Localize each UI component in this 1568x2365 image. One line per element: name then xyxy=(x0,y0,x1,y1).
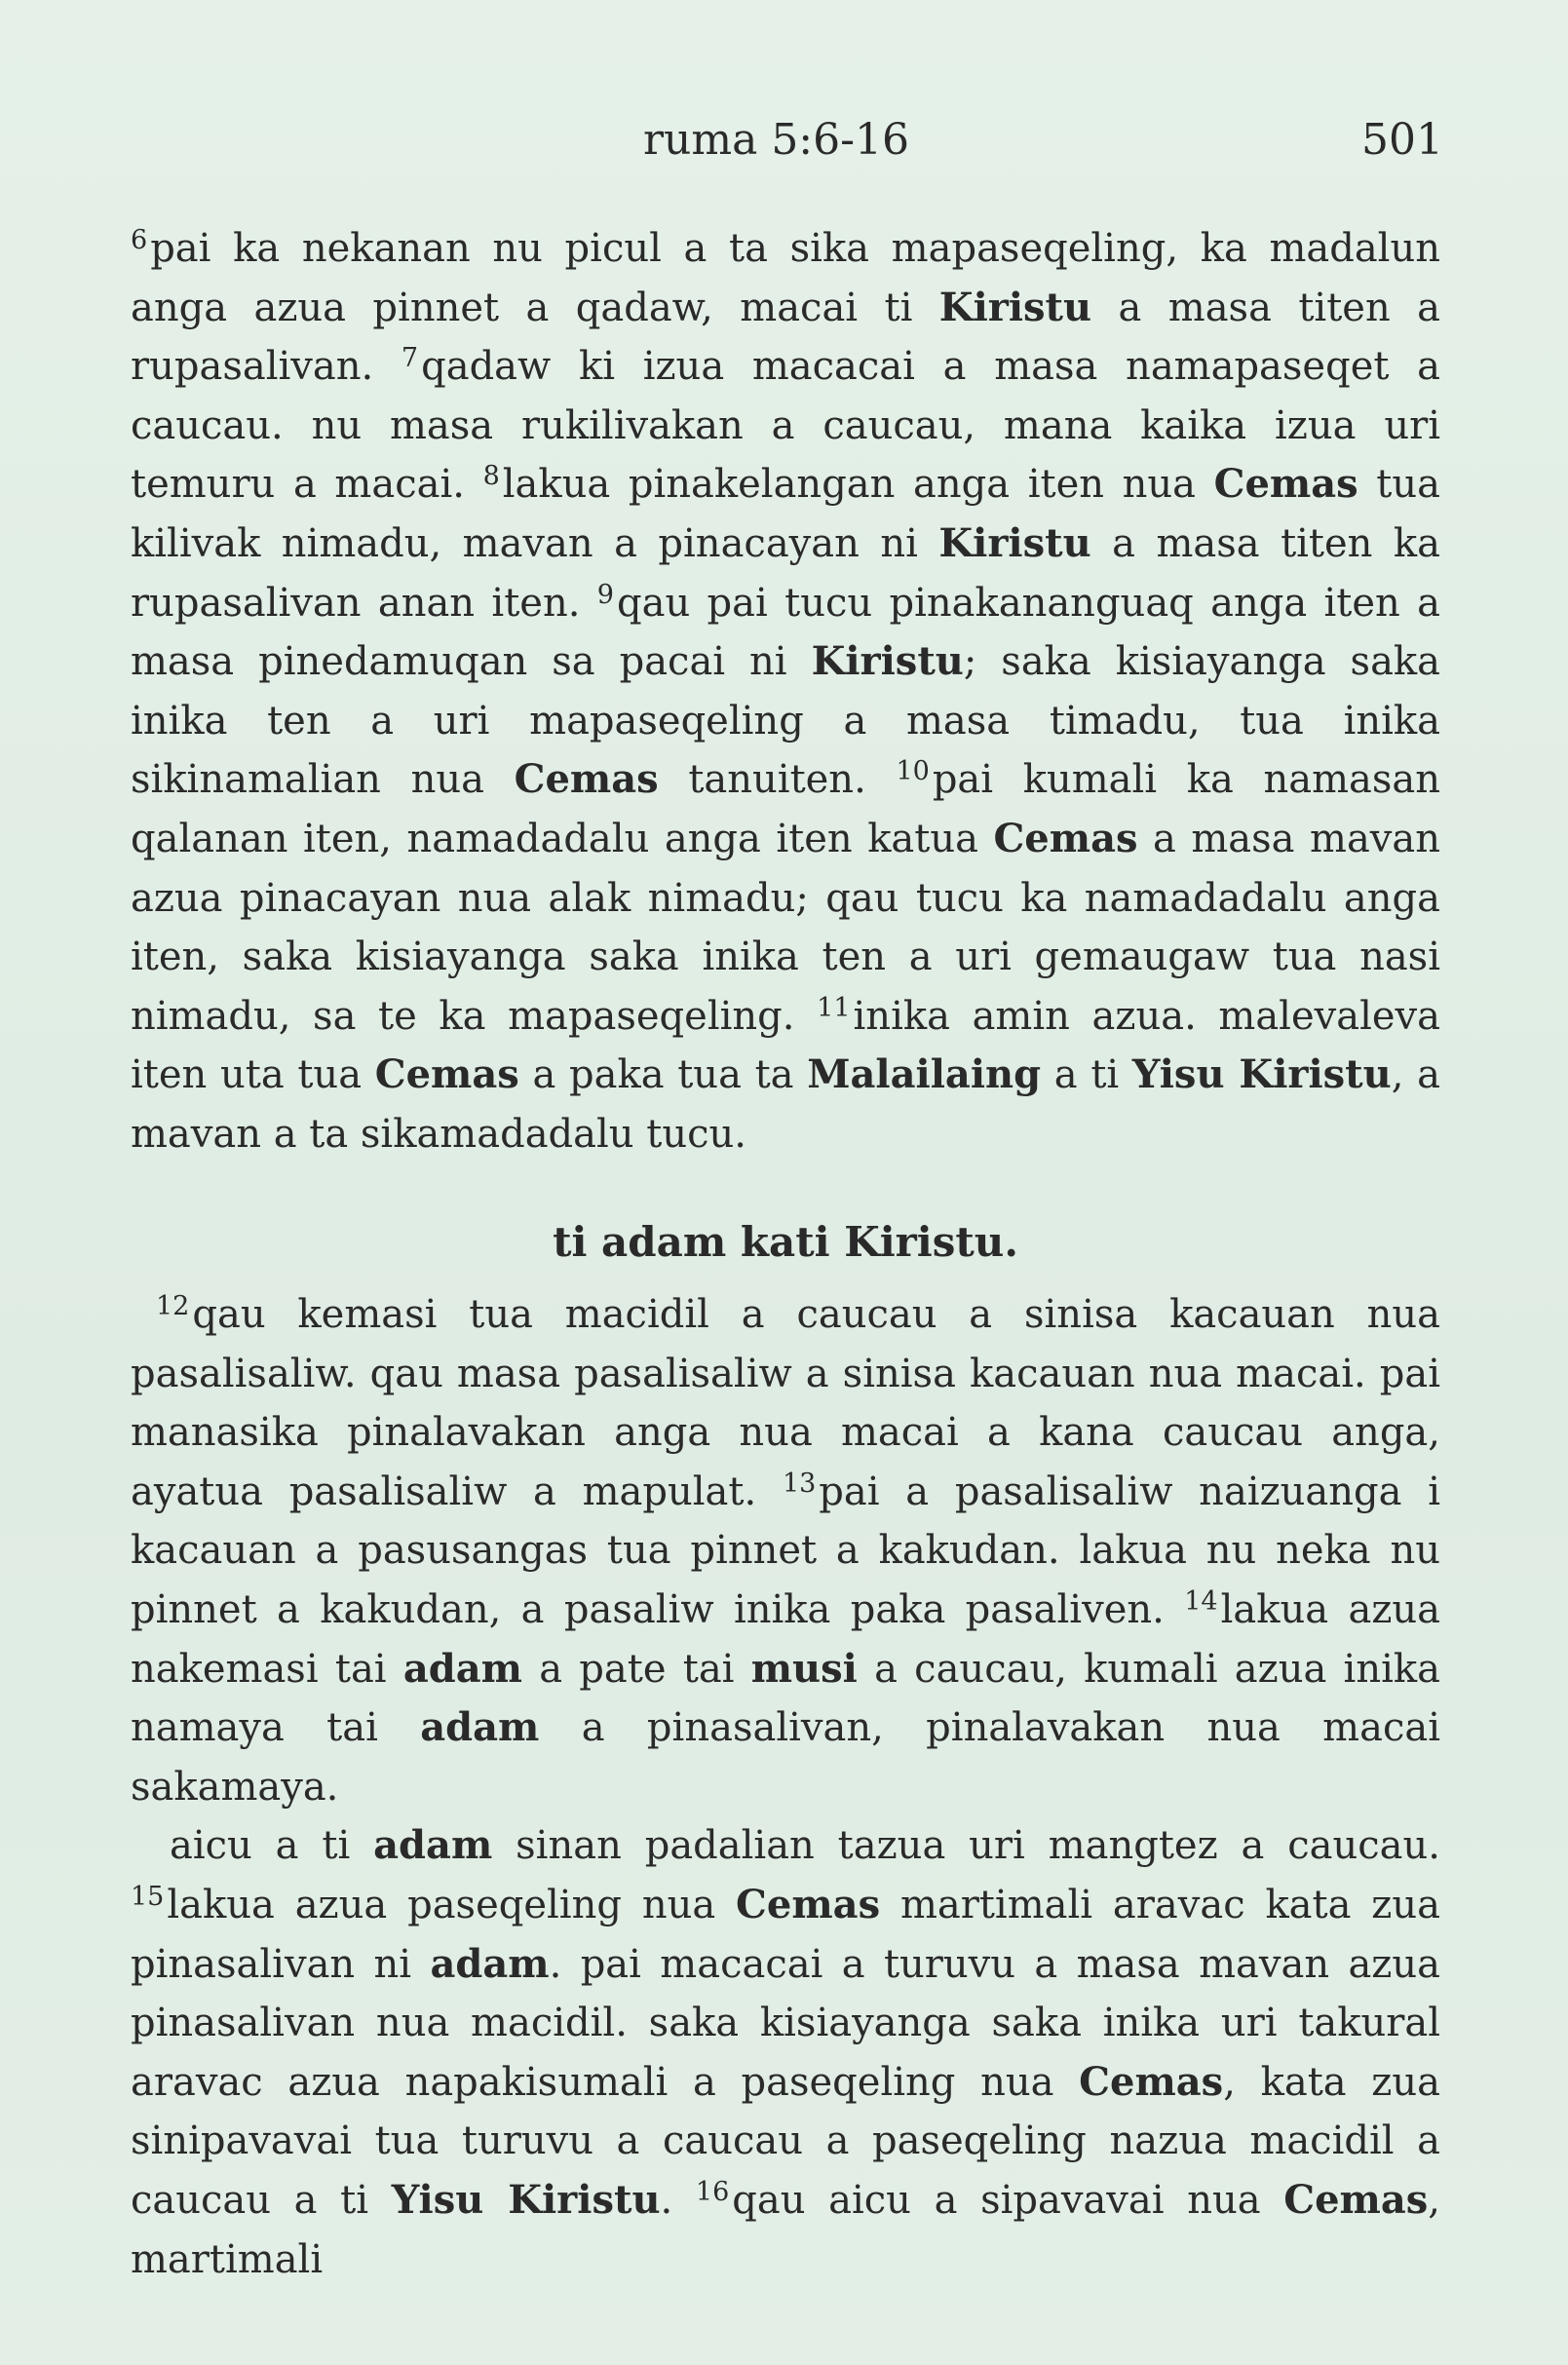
verse: $^{15}$lakua azua paseqeling nua Cemas martimali aravac kata zua pinasalivan ni adam. pai macacai a turuvu a masa mavan azua pinasalivan nua macidil. saka kisiayanga saka inika uri takural aravac azua napakisumali a paseqeling nua Cemas, kata zua sinipavavai tua turuvu a caucau a paseqeling nazua macidil a caucau a ti Yisu Kiristu. xyxy=(131,1882,1440,2223)
bold-term: Cemas xyxy=(374,1051,519,1098)
text-body xyxy=(131,219,1440,2289)
verse: $^7$qadaw ki izua macacai a masa namapaseqet a caucau. nu masa rukilivakan a caucau, mana kaika izua uri temuru a macai. xyxy=(131,343,1440,508)
bold-term: Yisu Kiristu xyxy=(391,2177,661,2223)
verse-number: 8 xyxy=(482,461,500,492)
verse-number: 16 xyxy=(695,2177,730,2207)
verse: $^6$pai ka nekanan nu picul a ta sika mapaseqeling, ka madalun anga azua pinnet a qadaw, macai ti Kiristu a masa titen a rupasalivan. xyxy=(131,225,1440,390)
verse: $^{12}$qau kemasi tua macidil a caucau a sinisa kacauan nua pasalisaliw. qau masa pasalisaliw a sinisa kacauan nua macai. pai manasika pinalavakan anga nua macai a kana caucau anga, ayatua pasalisaliw a mapulat. xyxy=(131,1291,1440,1514)
verse-number: 6 xyxy=(131,225,148,255)
bold-term: Cemas xyxy=(514,756,659,803)
verse-number: 14 xyxy=(1184,1586,1218,1618)
paragraph xyxy=(131,1285,1440,1816)
page-number: 501 xyxy=(1361,115,1443,165)
bold-term: Kiristu xyxy=(938,519,1091,566)
page-header xyxy=(0,115,1568,173)
verse: $^{13}$pai a pasalisaliw naizuanga i kacauan a pasusangas tua pinnet a kakudan. lakua nu neka nu pinnet a kakudan, a pasaliw inika paka pasaliven. xyxy=(131,1468,1441,1633)
bold-term: Cemas xyxy=(993,815,1138,861)
bold-term: Cemas xyxy=(736,1882,881,1928)
verse-number: 13 xyxy=(782,1468,817,1499)
verse-number: 7 xyxy=(401,343,419,374)
bold-term: Cemas xyxy=(1079,2058,1224,2105)
bold-term: Cemas xyxy=(1283,2177,1429,2223)
verse-number: 10 xyxy=(896,756,930,787)
verse: $^{14}$lakua azua nakemasi tai adam a pate tai musi a caucau, kumali azua inika namaya tai adam a pinasalivan, pinalavakan nua macai sakamaya. xyxy=(131,1586,1441,1810)
paragraph xyxy=(131,1816,1440,2289)
verse-number: 15 xyxy=(131,1882,165,1913)
bold-term: musi xyxy=(750,1645,858,1692)
verse: $^{16}$qau aicu a sipavavai nua Cemas, martimali xyxy=(131,2177,1440,2282)
bold-term: Kiristu xyxy=(938,284,1092,330)
verse: $^{10}$pai kumali ka namasan qalanan iten, namadadalu anga iten katua Cemas a masa mavan azua pinacayan nua alak nimadu; qau tucu ka namadadalu anga iten, saka kisiayanga saka inika ten a uri gemaugaw tua nasi nimadu, sa te ka mapaseqeling. xyxy=(131,756,1440,1039)
bold-term: Kiristu xyxy=(811,638,964,685)
verse-number: 12 xyxy=(156,1291,190,1322)
bold-term: Yisu Kiristu xyxy=(1131,1051,1392,1098)
bold-term: adam xyxy=(402,1645,522,1692)
verse: aicu a ti adam sinan padalian tazua uri mangtez a caucau. xyxy=(170,1822,1440,1869)
verse-number: 9 xyxy=(596,579,614,610)
paragraph xyxy=(131,219,1440,1164)
bold-term: adam xyxy=(430,1940,550,1987)
section-heading: ti adam kati Kiristu. xyxy=(553,1217,1018,1266)
verse: $^8$lakua pinakelangan anga iten nua Cemas tua kilivak nimadu, mavan a pinacayan ni Kiristu a masa titen ka rupasalivan anan iten. xyxy=(131,461,1440,626)
verse: $^9$qau pai tucu pinakananguaq anga iten a masa pinedamuqan sa pacai ni Kiristu; saka kisiayanga saka inika ten a uri mapaseqeling a masa timadu, tua inika sikinamalian nua Cemas tanuiten. xyxy=(131,579,1441,803)
running-title: ruma 5:6-16 xyxy=(643,115,909,165)
bold-term: adam xyxy=(373,1822,493,1869)
bold-term: adam xyxy=(420,1704,540,1751)
bold-term: Cemas xyxy=(1213,461,1358,508)
bold-term: Malailaing xyxy=(807,1051,1042,1098)
verse-number: 11 xyxy=(817,992,851,1023)
verse: $^{11}$inika amin azua. malevaleva iten uta tua Cemas a paka tua ta Malailaing a ti Yisu Kiristu, a mavan a ta sikamadadalu tucu. xyxy=(131,992,1441,1157)
